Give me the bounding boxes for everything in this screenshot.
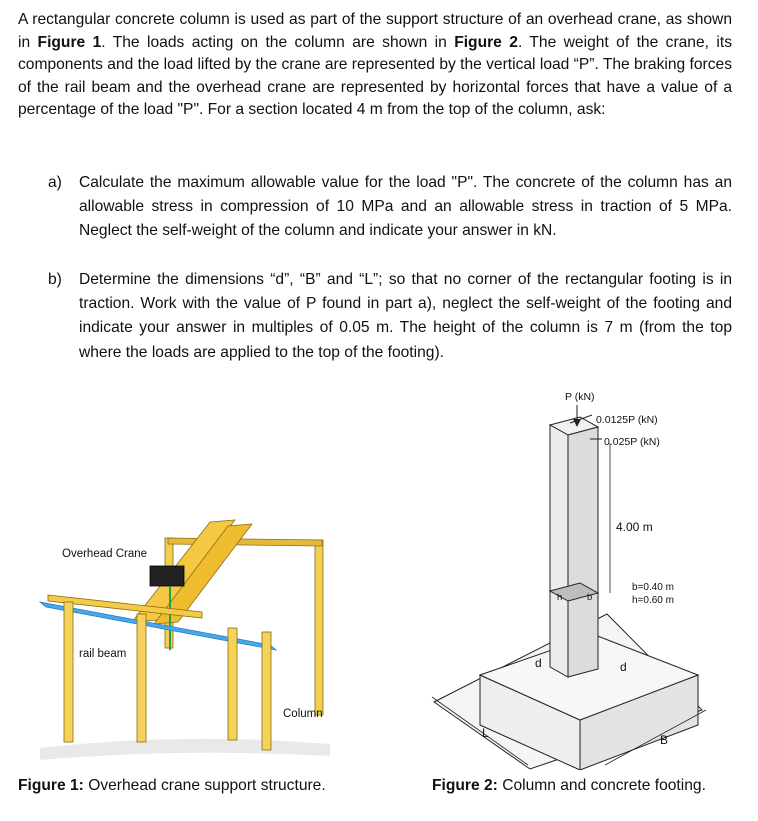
column-front: [550, 425, 568, 677]
intro-text-2: . The loads acting on the column are shown in: [101, 33, 455, 51]
question-a-text: Calculate the maximum allowable value for the load "P". The concrete of the column has an allowable stress in compression of 10 MPa and an allowable stress in traction of 5 MPa. Neglect the self-weight of the column and indicate your answer in kN.: [79, 174, 732, 240]
figure1-caption-text: Overhead crane support structure.: [83, 777, 326, 794]
question-b-label: b): [48, 271, 62, 288]
dim-4m-label: 4.00 m: [616, 520, 653, 534]
dim-b-label: b: [587, 592, 593, 603]
intro-text-1: A rectangular concrete column is used as part of the support structure of an overhead crane, as shown in: [18, 11, 732, 51]
problem-intro: [18, 9, 732, 122]
front-column-2: [137, 614, 146, 742]
figure1-crane-illustration: [30, 510, 350, 765]
question-a-label: a): [48, 174, 62, 191]
label-column: Column: [283, 708, 323, 720]
section-h-value: h=0.60 m: [632, 595, 674, 606]
figure1-caption: [18, 777, 326, 795]
section-b-value: b=0.40 m: [632, 582, 674, 593]
dim-d2-label: d: [620, 660, 627, 674]
question-a: [48, 171, 732, 244]
load-p-label: P (kN): [565, 391, 595, 403]
label-overhead-crane: Overhead Crane: [62, 548, 148, 560]
figure1-reference: Figure 1: [37, 33, 102, 51]
back-beam: [168, 538, 322, 546]
dim-h-label: h: [557, 592, 563, 603]
front-column-1: [64, 602, 73, 742]
figure2-column-footing: [420, 385, 740, 770]
intro-text-3: . The weight of the crane, its components and the load lifted by the crane are represented by the vertical load “P”. The braking forces of the rail beam and the overhead crane are represented by horizontal forces that have a value of a percentage of the load "P". For a section located 4 m from the top of the column, ask:: [18, 33, 732, 119]
load-h1-label: 0.0125P (kN): [596, 414, 658, 426]
crane-trolley: [150, 566, 184, 586]
dim-L-label: L: [482, 726, 489, 740]
figure1-caption-label: Figure 1:: [18, 777, 84, 794]
column-side: [568, 427, 598, 677]
far-column-right: [315, 540, 323, 715]
figure2-reference: Figure 2: [454, 33, 518, 51]
label-rail-beam: rail beam: [79, 648, 127, 660]
question-b-text: Determine the dimensions “d”, “B” and “L”; so that no corner of the rectangular footing is in traction. Work with the value of P found in part a), neglect the self-weight of the footing and indicate your answer in multiples of 0.05 m. The height of the column is 7 m (from the top where the loads are applied to the top of the footing).: [79, 271, 732, 361]
figure2-caption-text: Column and concrete footing.: [497, 777, 706, 794]
load-h2-label: 0.025P (kN): [604, 436, 660, 448]
dim-d1-label: d: [535, 656, 542, 670]
figure2-caption-label: Figure 2:: [432, 777, 498, 794]
front-column-4: [262, 632, 271, 750]
front-column-3: [228, 628, 237, 740]
figure2-caption: [432, 777, 706, 795]
question-b: [48, 268, 732, 365]
ground-shadow: [40, 739, 330, 760]
dim-B-label: B: [660, 733, 669, 747]
